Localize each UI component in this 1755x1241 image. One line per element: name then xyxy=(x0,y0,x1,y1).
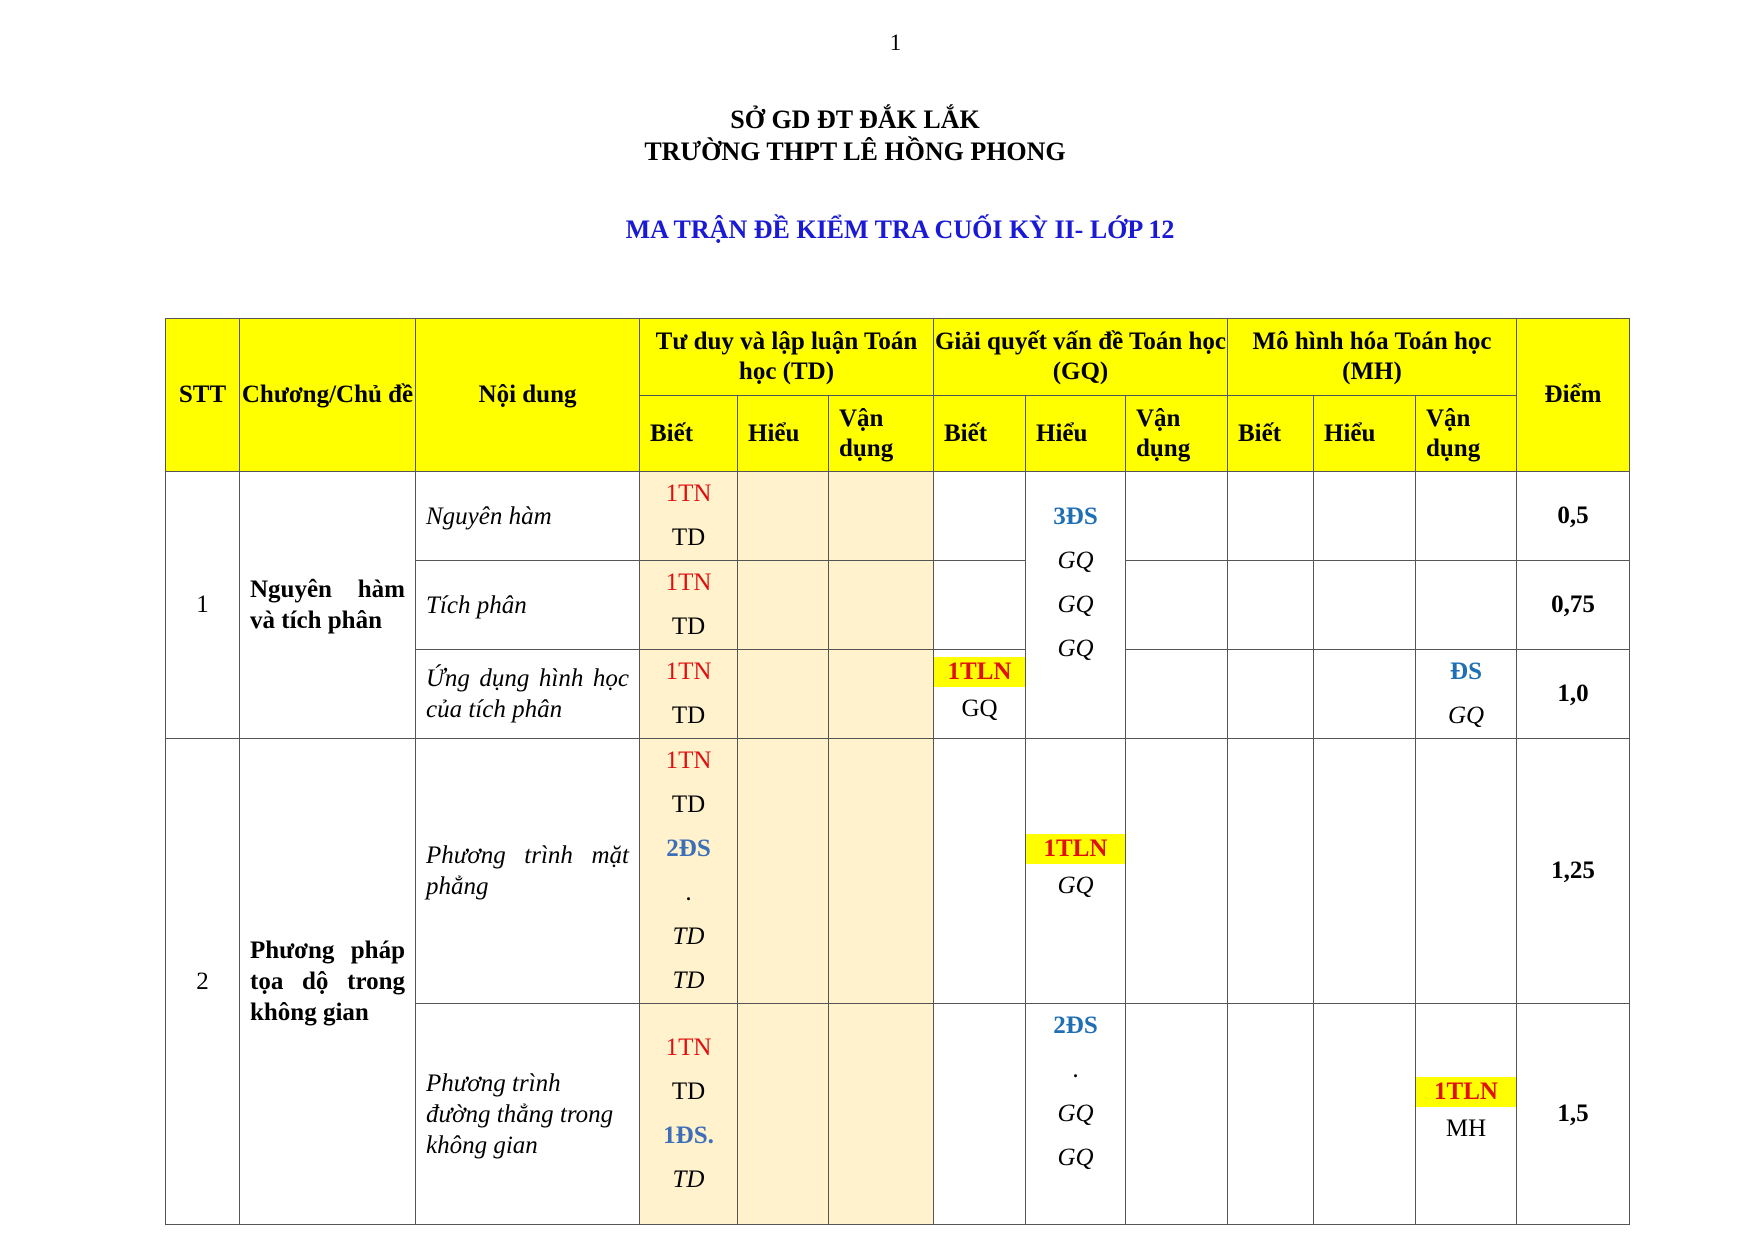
gq-van-dung-cell xyxy=(1126,1004,1228,1225)
td-biet-cell xyxy=(640,650,738,739)
td-van-dung-cell xyxy=(829,650,934,739)
score-cell: 0,5 xyxy=(1517,472,1630,561)
question-type: ĐS xyxy=(1450,658,1482,685)
content-cell: Nguyên hàm xyxy=(416,472,640,561)
score-cell: 0,75 xyxy=(1517,561,1630,650)
question-type: 1TN xyxy=(665,1034,712,1061)
mh-hieu-cell xyxy=(1314,472,1416,561)
header-gq-van-dung: Vận dụng xyxy=(1126,396,1228,472)
td-hieu-cell xyxy=(738,739,829,1004)
mh-biet-cell xyxy=(1228,1004,1314,1225)
question-type: 2ĐS xyxy=(666,835,711,862)
competency-code: GQ xyxy=(1057,1100,1094,1127)
page-number: 1 xyxy=(889,30,902,55)
mh-van-dung-cell xyxy=(1416,561,1517,650)
header-chapter: Chương/Chủ đề xyxy=(240,319,416,472)
td-hieu-cell xyxy=(738,1004,829,1225)
school-name: TRƯỜNG THPT LÊ HỒNG PHONG xyxy=(644,137,1066,166)
gq-van-dung-cell xyxy=(1126,739,1228,1004)
content-cell: Tích phân xyxy=(416,561,640,650)
question-type: 1TN xyxy=(665,569,712,596)
table-row xyxy=(166,739,1630,1004)
mh-biet-cell xyxy=(1228,561,1314,650)
question-type: 1TN xyxy=(665,747,712,774)
question-type: 3ĐS xyxy=(1053,503,1098,530)
mh-biet-cell xyxy=(1228,739,1314,1004)
content-cell: Phương trình đường thẳng trong không gian xyxy=(416,1004,640,1225)
competency-code: TD xyxy=(672,923,705,950)
competency-code: GQ xyxy=(1057,591,1094,618)
header-group-gq: Giải quyết vấn đề Toán học (GQ) xyxy=(934,319,1228,396)
stt-cell: 1 xyxy=(166,472,240,739)
header-td-biet: Biết xyxy=(640,396,738,472)
chapter-cell: Phương pháp tọa dộ trong không gian xyxy=(240,739,416,1225)
document-header xyxy=(0,104,1710,168)
stt-cell: 2 xyxy=(166,739,240,1225)
competency-code: TD xyxy=(671,524,706,551)
score-cell: 1,25 xyxy=(1517,739,1630,1004)
mh-biet-cell xyxy=(1228,650,1314,739)
td-hieu-cell xyxy=(738,472,829,561)
header-group-mh: Mô hình hóa Toán học (MH) xyxy=(1228,319,1517,396)
gq-hieu-cell xyxy=(1026,739,1126,1004)
question-type: 2ĐS xyxy=(1053,1012,1098,1039)
gq-biet-cell xyxy=(934,650,1026,739)
header-mh-van-dung: Vận dụng xyxy=(1416,396,1517,472)
td-van-dung-cell xyxy=(829,472,934,561)
header-content: Nội dung xyxy=(416,319,640,472)
gq-van-dung-cell xyxy=(1126,472,1228,561)
competency-code: GQ xyxy=(961,695,998,722)
header-mh-hieu: Hiểu xyxy=(1314,396,1416,472)
competency-code: MH xyxy=(1445,1115,1487,1142)
gq-hieu-cell xyxy=(1026,472,1126,739)
department-name: SỞ GD ĐT ĐẮK LẮK xyxy=(730,105,980,134)
competency-code: TD xyxy=(672,1166,705,1193)
separator-dot: . xyxy=(1072,1056,1079,1083)
header-mh-biet: Biết xyxy=(1228,396,1314,472)
header-gq-biet: Biết xyxy=(934,396,1026,472)
competency-code: GQ xyxy=(1057,872,1094,899)
td-van-dung-cell xyxy=(829,739,934,1004)
score-cell: 1,5 xyxy=(1517,1004,1630,1225)
exam-matrix-table xyxy=(165,318,1630,1225)
mh-hieu-cell xyxy=(1314,561,1416,650)
header-td-hieu: Hiểu xyxy=(738,396,829,472)
td-biet-cell xyxy=(640,472,738,561)
td-biet-cell xyxy=(640,1004,738,1225)
content-cell: Ứng dụng hình học của tích phân xyxy=(416,650,640,739)
gq-van-dung-cell xyxy=(1126,650,1228,739)
competency-code: TD xyxy=(672,967,705,994)
mh-van-dung-cell xyxy=(1416,650,1517,739)
td-hieu-cell xyxy=(738,650,829,739)
header-td-van-dung: Vận dụng xyxy=(829,396,934,472)
mh-biet-cell xyxy=(1228,472,1314,561)
competency-code: TD xyxy=(671,702,706,729)
mh-hieu-cell xyxy=(1314,739,1416,1004)
mh-hieu-cell xyxy=(1314,1004,1416,1225)
competency-code: TD xyxy=(671,613,706,640)
td-van-dung-cell xyxy=(829,561,934,650)
question-type: 1TLN xyxy=(1416,1077,1516,1107)
header-score: Điểm xyxy=(1517,319,1630,472)
gq-hieu-cell xyxy=(1026,1004,1126,1225)
question-type: 1TN xyxy=(665,480,712,507)
question-type: 1TN xyxy=(665,658,712,685)
question-type: 1TLN xyxy=(934,657,1025,687)
competency-code: GQ xyxy=(1447,702,1485,729)
competency-code: GQ xyxy=(1057,635,1094,662)
gq-biet-cell xyxy=(934,561,1026,650)
td-van-dung-cell xyxy=(829,1004,934,1225)
document-title: MA TRẬN ĐỀ KIỂM TRA CUỐI KỲ II- LỚP 12 xyxy=(625,215,1175,244)
mh-van-dung-cell xyxy=(1416,1004,1517,1225)
gq-biet-cell xyxy=(934,1004,1026,1225)
question-type: 1ĐS. xyxy=(663,1122,714,1149)
competency-code: GQ xyxy=(1057,1144,1094,1171)
separator-dot: . xyxy=(685,879,692,906)
mh-hieu-cell xyxy=(1314,650,1416,739)
competency-code: TD xyxy=(671,791,706,818)
td-hieu-cell xyxy=(738,561,829,650)
mh-van-dung-cell xyxy=(1416,739,1517,1004)
header-group-td: Tư duy và lập luận Toán học (TD) xyxy=(640,319,934,396)
mh-van-dung-cell xyxy=(1416,472,1517,561)
score-cell: 1,0 xyxy=(1517,650,1630,739)
gq-van-dung-cell xyxy=(1126,561,1228,650)
gq-biet-cell xyxy=(934,739,1026,1004)
chapter-cell: Nguyên hàm và tích phân xyxy=(240,472,416,739)
table-row xyxy=(166,472,1630,561)
competency-code: TD xyxy=(671,1078,706,1105)
td-biet-cell xyxy=(640,739,738,1004)
question-type: 1TLN xyxy=(1026,834,1125,864)
content-cell: Phương trình mặt phẳng xyxy=(416,739,640,1004)
competency-code: GQ xyxy=(1057,547,1094,574)
td-biet-cell xyxy=(640,561,738,650)
gq-biet-cell xyxy=(934,472,1026,561)
header-stt: STT xyxy=(166,319,240,472)
header-gq-hieu: Hiểu xyxy=(1026,396,1126,472)
